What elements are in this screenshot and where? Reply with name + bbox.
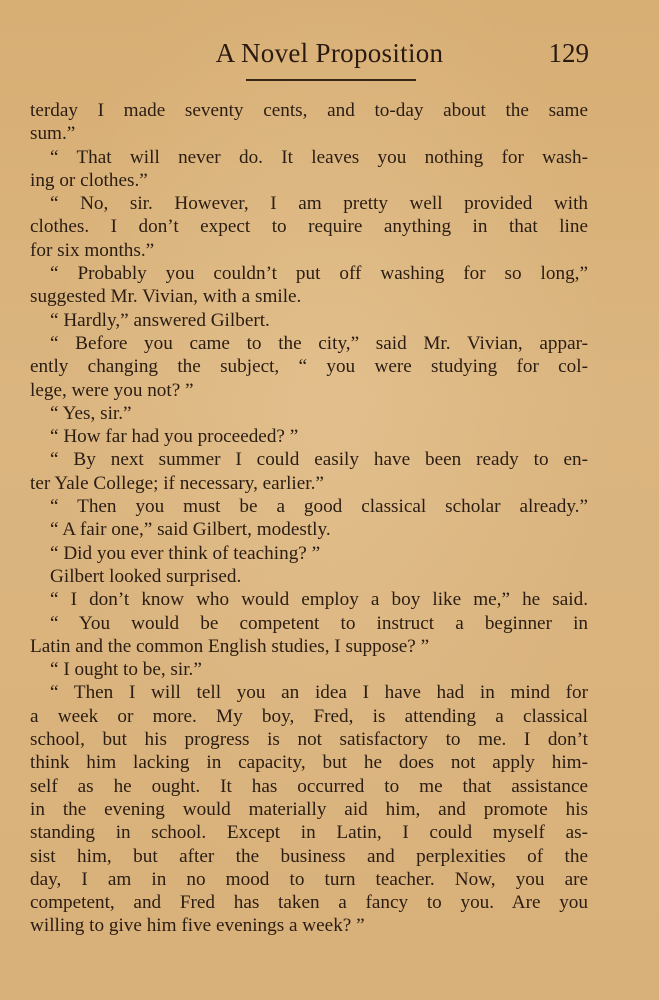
text-line: ently changing the subject, “ you were studying for col-: [30, 356, 588, 378]
text-line: “ Yes, sir.”: [50, 402, 132, 424]
text-line: ter Yale College; if necessary, earlier.”: [30, 472, 324, 494]
text-line: “ Then you must be a good classical scholar already.”: [50, 496, 588, 518]
text-line: “ No, sir. However, I am pretty well provided with: [50, 193, 588, 215]
text-line: sum.”: [30, 123, 76, 145]
text-line: school, but his progress is not satisfactory to me. I don’t: [30, 729, 588, 751]
running-title: A Novel Proposition: [215, 38, 444, 68]
text-line: “ Did you ever think of teaching? ”: [50, 542, 321, 564]
text-line: “ You would be competent to instruct a beginner in: [50, 612, 588, 634]
text-line: willing to give him five evenings a week? ”: [30, 915, 365, 937]
text-line: clothes. I don’t expect to require anything in that line: [30, 216, 588, 238]
text-line: “ Hardly,” answered Gilbert.: [50, 309, 270, 331]
text-line: competent, and Fred has taken a fancy to you. Are you: [30, 892, 588, 914]
page-number: 129: [548, 38, 589, 68]
text-line: “ Then I will tell you an idea I have had in mind for: [50, 682, 588, 704]
text-line: think him lacking in capacity, but he does not apply him-: [30, 752, 588, 774]
text-line: “ That will never do. It leaves you nothing for wash-: [50, 146, 588, 168]
text-line: a week or more. My boy, Fred, is attending a classical: [30, 705, 588, 727]
text-line: “ Before you came to the city,” said Mr. Vivian, appar-: [50, 332, 588, 354]
body-text: [30, 99, 588, 938]
text-line: suggested Mr. Vivian, with a smile.: [30, 286, 302, 308]
text-line: standing in school. Except in Latin, I could myself as-: [30, 822, 588, 844]
text-line: “ Probably you couldn’t put off washing for so long,”: [50, 263, 588, 285]
text-line: sist him, but after the business and perplexities of the: [30, 845, 588, 867]
text-line: “ I ought to be, sir.”: [50, 659, 202, 681]
text-line: ing or clothes.”: [30, 169, 148, 191]
text-line: for six months.”: [30, 239, 155, 261]
text-line: in the evening would materially aid him, and promote his: [30, 798, 588, 820]
header-rule: [246, 79, 416, 81]
text-line: terday I made seventy cents, and to-day about the same: [30, 100, 588, 121]
text-line: “ How far had you proceeded? ”: [50, 426, 299, 448]
text-line: Gilbert looked surprised.: [50, 565, 242, 587]
text-line: self as he ought. It has occurred to me that assistance: [30, 775, 588, 797]
text-line: “ A fair one,” said Gilbert, modestly.: [50, 519, 331, 541]
text-line: Latin and the common English studies, I suppose? ”: [30, 635, 430, 657]
text-line: day, I am in no mood to turn teacher. Now, you are: [30, 868, 588, 890]
text-line: “ By next summer I could easily have been ready to en-: [50, 449, 588, 471]
text-line: “ I don’t know who would employ a boy like me,” he said.: [50, 589, 588, 611]
text-line: lege, were you not? ”: [30, 379, 194, 401]
page-header: [0, 38, 659, 72]
